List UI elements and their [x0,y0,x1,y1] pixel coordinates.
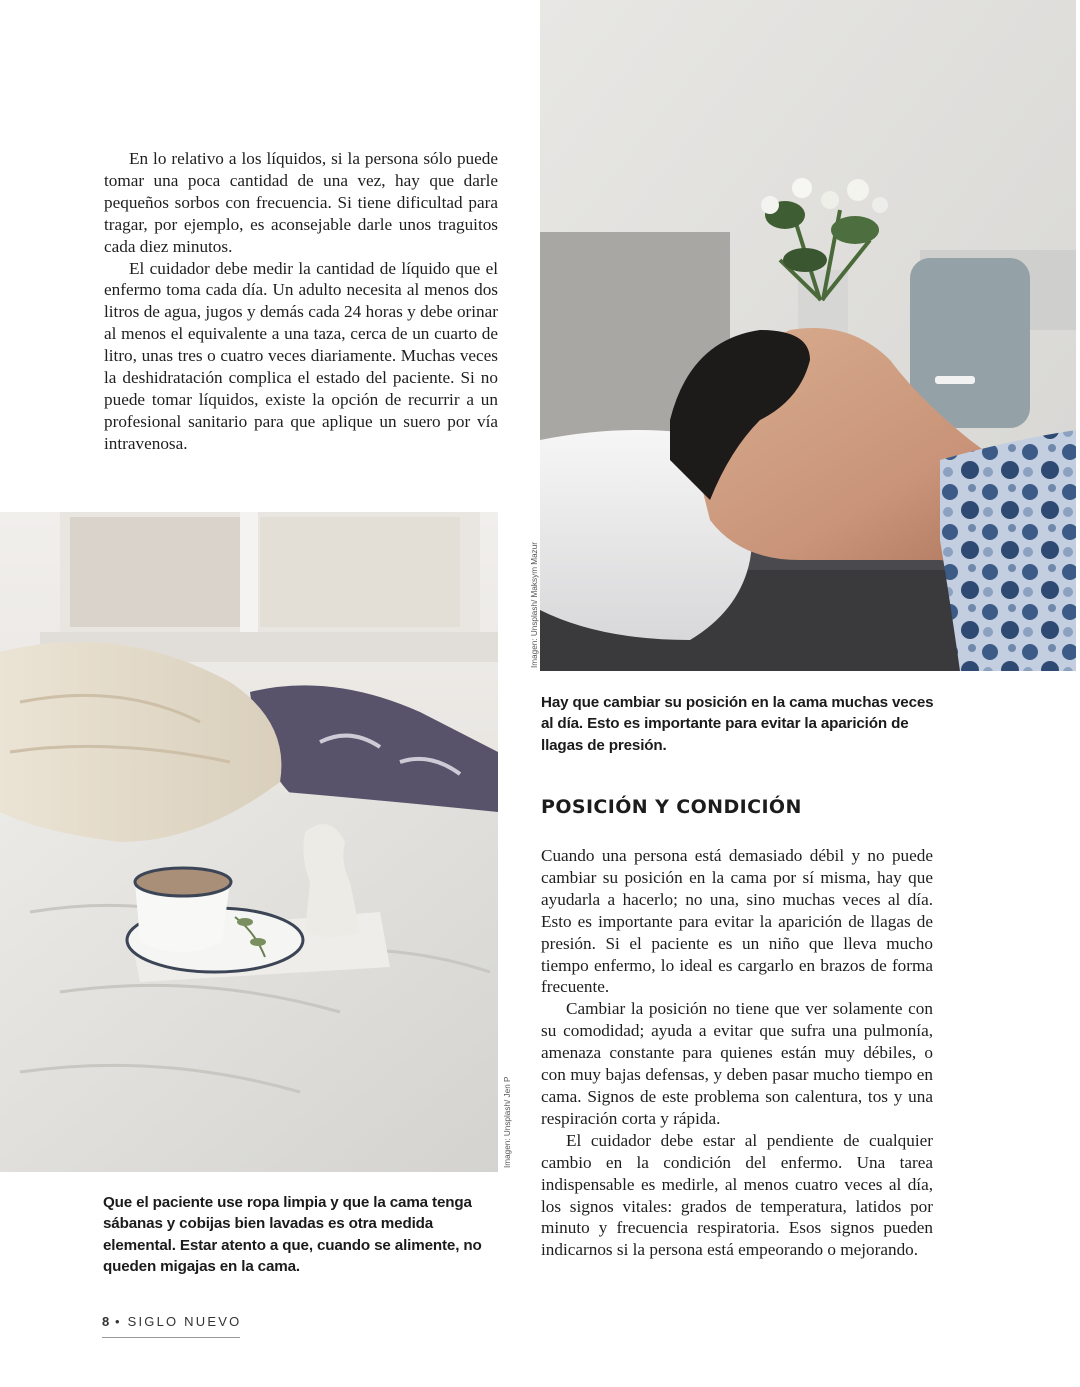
body-paragraph: El cuidador debe medir la cantidad de líquido que el enfermo toma cada día. Un adulto necesita al menos dos litros de agua, jugos y demás cada 24 horas y debe orinar al menos el equivalente a una taza, cerca de un cuarto de litro, unas tres o cuatro veces diariamente. Muchas veces la deshidratación complica el estado del paciente. Si no puede tomar líquidos, existe la opción de recurrir a un profesional sanitario para que aplique un suero por vía intravenosa. [104,258,498,453]
body-paragraph: Cambiar la posición no tiene que ver solamente con su comodidad; ayuda a evitar que sufra una pulmonía, amenaza constante para quienes están muy débiles, o con muy bajas defensas, y deben pasar mucho tiempo en cama. Signos de este problema son calentura, tos y una respiración corta y rápida. [541,999,933,1128]
photo-caption: Hay que cambiar su posición en la cama muchas veces al día. Esto es importante para evitar la aparición de llagas de presión. [541,694,934,754]
page-footer [102,1314,241,1329]
left-column-text [104,148,498,455]
photo-caption: Que el paciente use ropa limpia y que la cama tenga sábanas y cobijas bien lavadas es otra medida elemental. Estar atento a que, cuando se alimente, no queden migajas en la cama. [103,1194,482,1275]
page-number: 8 [102,1314,110,1329]
section-heading: POSICIÓN Y CONDICIÓN [541,796,802,818]
right-column-text [541,845,933,1261]
photo-person-in-bed [540,0,1076,671]
body-paragraph: Cuando una persona está demasiado débil y no puede cambiar su posición en la cama por sí misma, hay que ayudarla a hacerlo; no una, sino muchas veces al día. Esto es importante para evitar la aparición de llagas de presión. Si el paciente es un niño que lleva mucho tiempo enfermo, lo ideal es cargarlo en brazos de forma frecuente. [541,846,933,997]
footer-divider [102,1337,240,1338]
bed-photo-illustration [0,512,498,1172]
footer-separator: • [115,1314,122,1329]
photo-bed-with-coffee [0,512,498,1172]
magazine-name: SIGLO NUEVO [127,1314,242,1329]
photo-credit: Imagen: Unsplash/ Maksym Mazur [530,541,539,668]
body-paragraph: El cuidador debe estar al pendiente de cualquier cambio en la condición del enfermo. Una tarea indispensable es medirle, al menos cuatro veces al día, los signos vitales: grados de temperatura, latidos por minuto y frecuencia respiratoria. Esos signos pueden indicarnos si la persona está empeorando o mejorando. [541,1130,933,1260]
coffee-cup-icon [135,868,231,952]
bedroom-photo-illustration [540,0,1076,671]
body-paragraph: En lo relativo a los líquidos, si la persona sólo puede tomar una poca cantidad de una vez, hay que darle pequeños sorbos con frecuencia. Si tiene dificultad para tragar, por ejemplo, es aconsejable darle unos traguitos cada diez minutos. [104,149,498,256]
photo-credit: Imagen: Unsplash/ Jen P [503,1076,512,1168]
